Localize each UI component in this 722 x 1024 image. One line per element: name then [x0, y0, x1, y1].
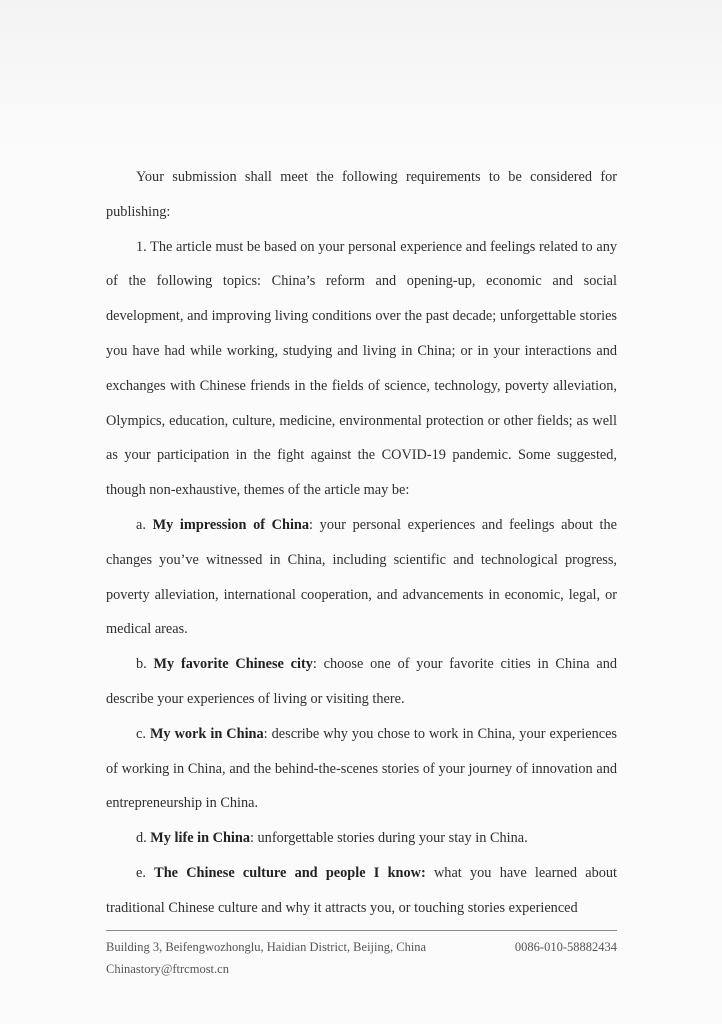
theme-b-text: : choose one of your favorite cities in China and describe your experiences of living or visiting there. [106, 656, 618, 707]
footer-address: Building 3, Beifengwozhonglu, Haidian District, Beijing, China [106, 940, 427, 954]
footer-email: Chinastory@ftrcmost.cn [106, 962, 229, 976]
theme-e-paragraph [106, 856, 617, 926]
theme-a-prefix: a. [136, 516, 153, 533]
theme-c-text: : describe why you chose to work in China, your experiences of working in China, and the behind-the-scenes stories of your journey of innovation and entrepreneurship in China. [106, 725, 617, 812]
theme-b-paragraph [106, 647, 617, 717]
theme-e-prefix: e. [136, 864, 155, 881]
theme-c-paragraph [106, 717, 617, 821]
theme-a-heading: My impression of China [152, 516, 310, 533]
footer-row-address [106, 936, 617, 958]
theme-d-heading: My life in China [150, 830, 250, 847]
intro-text: Your submission shall meet the following requirements to be considered for publishing: [106, 169, 617, 220]
footer-divider [106, 930, 617, 931]
theme-b-heading: My favorite Chinese city [153, 656, 313, 673]
theme-c-heading: My work in China [149, 725, 264, 742]
requirement-1-text: 1. The article must be based on your personal experience and feelings related to any of the following topics: China’s reform and opening-up, economic and social development, and improving living conditions over the past decade; unforgettable stories you have had while working, studying and living in China; or in your interactions and exchanges with Chinese friends in the fields of science, technology, poverty alleviation, Olympics, education, culture, medicine, environmental protection or other fields; as well as your participation in the fight against the COVID-19 pandemic. Some suggested, though non-exhaustive, themes of the article may be: [106, 238, 617, 499]
theme-d-prefix: d. [136, 830, 151, 847]
requirement-1-paragraph [106, 230, 617, 508]
theme-a-paragraph [106, 508, 617, 647]
footer-phone: 0086-010-58882434 [514, 940, 617, 954]
theme-a-text: : your personal experiences and feelings about the changes you’ve witnessed in China, including scientific and technological progress, poverty alleviation, international cooperation, and advancements in economic, legal, or medical areas. [106, 516, 618, 638]
theme-d-text: : unforgettable stories during your stay in China. [249, 830, 528, 847]
footer-row-email [106, 958, 617, 980]
theme-c-prefix: c. [136, 725, 150, 742]
intro-paragraph [106, 160, 617, 230]
theme-b-prefix: b. [136, 656, 154, 673]
theme-d-paragraph [106, 821, 617, 856]
scan-shading [0, 0, 722, 150]
theme-e-text: what you have learned about traditional Chinese culture and why it attracts you, or touching stories experienced [106, 864, 617, 916]
document-body [106, 160, 617, 926]
theme-e-heading: The Chinese culture and people I know: [154, 864, 426, 881]
letterhead-footer [106, 936, 617, 980]
